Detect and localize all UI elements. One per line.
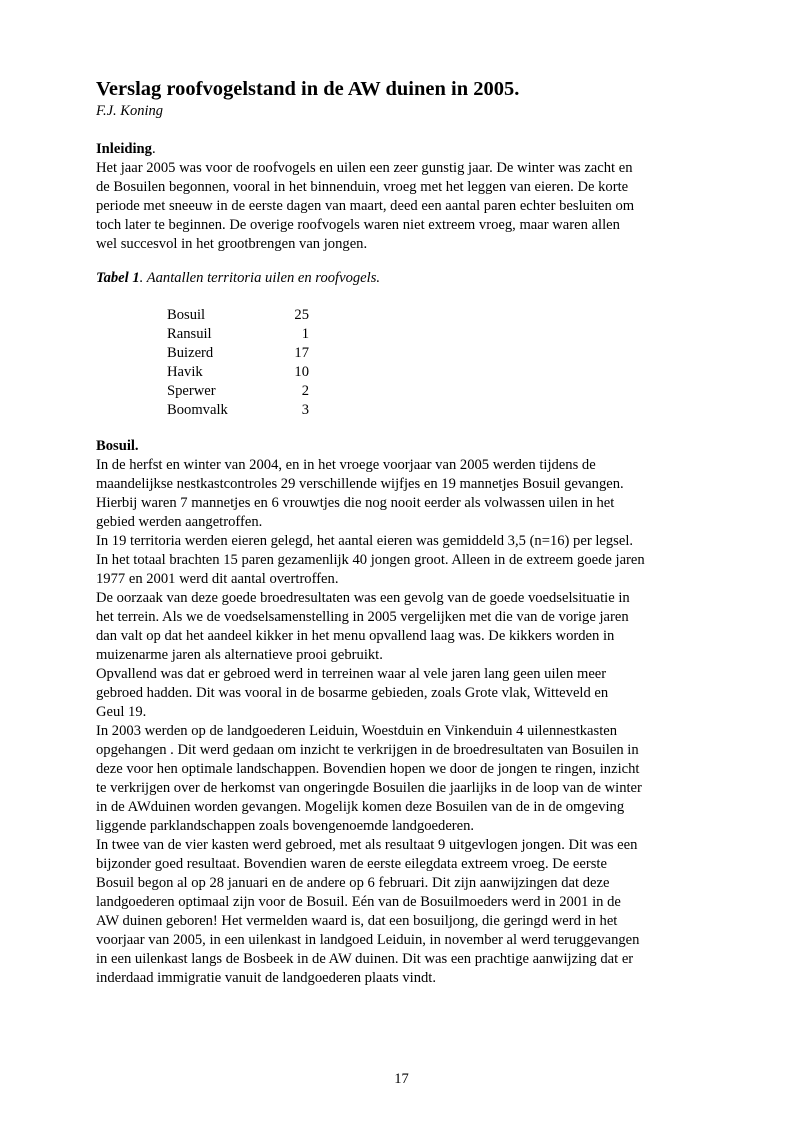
text-line: dan valt op dat het aandeel kikker in het menu opvallend laag was. De kikkers worden in <box>96 628 615 644</box>
table-row <box>167 344 309 363</box>
species-name: Ransuil <box>167 326 212 342</box>
section-inleiding <box>96 140 736 254</box>
territory-count: 3 <box>301 402 309 418</box>
text-line: periode met sneeuw in de eerste dagen van maart, deed een aantal paren echter besluiten om <box>96 198 635 214</box>
text-line: het terrein. Als we de voedselsamenstelling in 2005 vergelijken met die van de vorige jaren <box>96 609 629 625</box>
text-line: de Bosuilen begonnen, vooral in het binnenduin, vroeg met het leggen van eieren. De korte <box>96 179 629 195</box>
text-line: wel succesvol in het grootbrengen van jongen. <box>96 236 368 252</box>
territory-count: 25 <box>294 307 309 323</box>
text-line: Het jaar 2005 was voor de roofvogels en uilen een zeer gunstig jaar. De winter was zacht en <box>96 160 633 176</box>
text-line: bijzonder goed resultaat. Bovendien waren de eerste eilegdata extreem vroeg. De eerste <box>96 856 607 872</box>
section-heading-inleiding <box>96 140 736 159</box>
text-line: liggende parklandschappen zoals bovengenoemde landgoederen. <box>96 818 475 834</box>
text-line: te verkrijgen over de herkomst van ongeringde Bosuilen die jaarlijks in de loop van de winter <box>96 780 642 796</box>
species-name: Havik <box>167 364 203 380</box>
species-name: Bosuil <box>167 307 206 323</box>
text-line: 1977 en 2001 werd dit aantal overtroffen. <box>96 571 339 587</box>
text-line: Hierbij waren 7 mannetjes en 6 vrouwtjes die nog nooit eerder als volwassen uilen in het <box>96 495 615 511</box>
species-name: Buizerd <box>167 345 214 361</box>
text-line: De oorzaak van deze goede broedresultaten was een gevolg van de goede voedselsituatie in <box>96 590 630 606</box>
text-line: gebied werden aangetroffen. <box>96 514 263 530</box>
text-line: Opvallend was dat er gebroed werd in terreinen waar al vele jaren lang geen uilen meer <box>96 666 607 682</box>
text-line: voorjaar van 2005, in een uilenkast in landgoed Leiduin, in november al werd teruggevangen <box>96 932 640 948</box>
territory-count: 10 <box>294 364 309 380</box>
text-line: gebroed hadden. Dit was vooral in de bosarme gebieden, zoals Grote vlak, Witteveld en <box>96 685 609 701</box>
text-line: muizenarme jaren als alternatieve prooi gebruikt. <box>96 647 383 663</box>
territories-table <box>167 306 309 420</box>
text-line: opgehangen . Dit werd gedaan om inzicht te verkrijgen in de broedresultaten van Bosuilen in <box>96 742 639 758</box>
inleiding-paragraph <box>96 159 736 254</box>
text-line: maandelijkse nestkastcontroles 29 verschillende wijfjes en 19 mannetjes Bosuil gevangen. <box>96 476 624 492</box>
text-line: Bosuil begon al op 28 januari en de andere op 6 februari. Dit zijn aanwijzingen dat deze <box>96 875 610 891</box>
section-bosuil <box>96 437 736 988</box>
territory-count: 1 <box>301 326 309 342</box>
text-line: landgoederen optimaal zijn voor de Bosuil. Eén van de Bosuilmoeders werd in 2001 in de <box>96 894 621 910</box>
inleiding-heading-text: Inleiding <box>96 141 152 157</box>
table-row <box>167 382 309 401</box>
inleiding-heading-suffix: . <box>151 141 156 157</box>
table-caption-lead: Tabel 1 <box>96 270 140 286</box>
document-title: Verslag roofvogelstand in de AW duinen in 2005. <box>96 78 520 100</box>
section-heading-bosuil: Bosuil. <box>96 438 139 454</box>
text-line: In twee van de vier kasten werd gebroed, met als resultaat 9 uitgevlogen jongen. Dit was een <box>96 837 638 853</box>
territory-count: 2 <box>301 383 309 399</box>
text-line: In de herfst en winter van 2004, en in het vroege voorjaar van 2005 werden tijdens de <box>96 457 596 473</box>
table-row <box>167 325 309 344</box>
table-row <box>167 363 309 382</box>
territory-count: 17 <box>294 345 309 361</box>
page-number: 17 <box>394 1071 409 1087</box>
text-line: Geul 19. <box>96 704 147 720</box>
text-line: in een uilenkast langs de Bosbeek in de AW duinen. Dit was een prachtige aanwijzing dat er <box>96 951 634 967</box>
table-caption <box>96 270 380 287</box>
text-line: deze voor hen optimale landschappen. Bovendien hopen we door de jongen te ringen, inzicht <box>96 761 640 777</box>
text-line: In 2003 werden op de landgoederen Leiduin, Woestduin en Vinkenduin 4 uilennestkasten <box>96 723 618 739</box>
author-name: F.J. Koning <box>96 103 163 119</box>
species-name: Sperwer <box>167 383 216 399</box>
text-line: In het totaal brachten 15 paren gezamenlijk 40 jongen groot. Alleen in de extreem goede jaren <box>96 552 645 568</box>
table-row <box>167 306 309 325</box>
text-line: inderdaad immigratie vanuit de landgoederen plaats vindt. <box>96 970 437 986</box>
text-line: AW duinen geboren! Het vermelden waard is, dat een bosuiljong, die geringd werd in het <box>96 913 618 929</box>
text-line: In 19 territoria werden eieren gelegd, het aantal eieren was gemiddeld 3,5 (n=16) per legsel. <box>96 533 634 549</box>
species-name: Boomvalk <box>167 402 228 418</box>
text-line: in de AWduinen worden gevangen. Mogelijk komen deze Bosuilen van de in de omgeving <box>96 799 625 815</box>
table-caption-text: . Aantallen territoria uilen en roofvogels. <box>139 270 381 286</box>
text-line: toch later te beginnen. De overige roofvogels waren niet extreem vroeg, maar waren allen <box>96 217 620 233</box>
bosuil-paragraph <box>96 456 736 988</box>
table-row <box>167 401 309 420</box>
